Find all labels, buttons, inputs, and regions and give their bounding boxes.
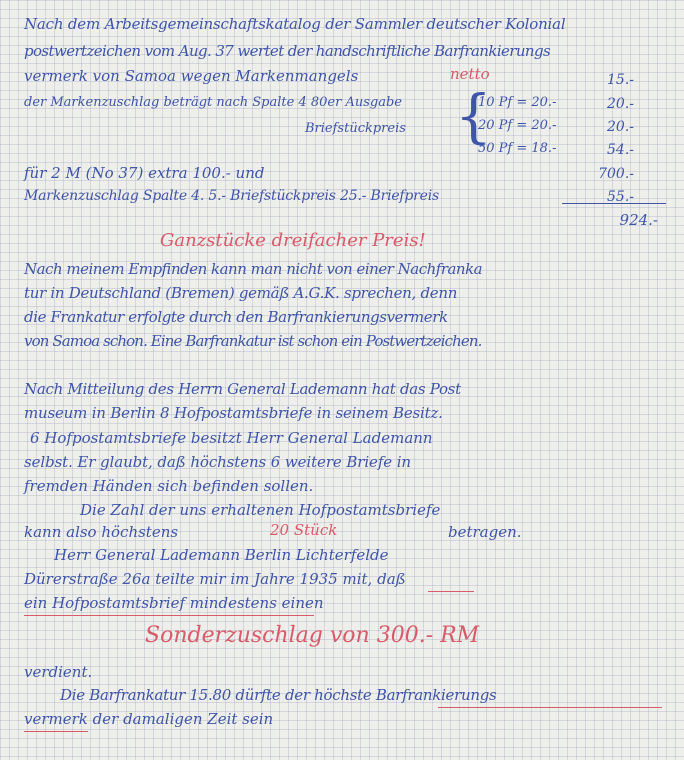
para2-line-4: selbst. Er glaubt, daß höchstens 6 weitere Briefe in [24,453,411,471]
para2-line-2: museum in Berlin 8 Hofpostamtsbriefe in seinem Besitz. [24,404,443,422]
sum-rule [562,203,666,204]
intro-line-3: vermerk von Samoa wegen Markenmangels [24,67,359,85]
para3-line-2a: kann also höchstens [24,523,179,541]
tariff-row-2: 20 Pf = 20.- [478,118,557,133]
tariff-row-1: 10 Pf = 20.- [478,95,557,110]
zuschlag-line: Markenzuschlag Spalte 4. 5.- Briefstückpreis 25.- Briefpreis [24,188,440,204]
year-underline [428,591,474,592]
amount-6: 55.- [607,189,634,205]
para4-line-1: Herr General Lademann Berlin Lichterfelde [54,546,389,564]
amount-2: 20.- [607,96,634,112]
para1-line-3: die Frankatur erfolgte durch den Barfrankierungsvermerk [24,308,448,326]
intro-line-1: Nach dem Arbeitsgemeinschaftskatalog der Sammler deutscher Kolonial [24,15,566,33]
closing-underline-1 [438,707,662,708]
para2-line-3: 6 Hofpostamtsbriefe besitzt Herr General Lademann [30,429,433,447]
briefstueck-label: Briefstückpreis [305,121,406,136]
para4-line-3: ein Hofpostamtsbrief mindestens einen [24,594,324,612]
tariff-lead: der Markenzuschlag beträgt nach Spalte 4 80er Ausgabe [24,95,402,110]
closing-line-1: verdient. [24,663,93,681]
tariff-row-3: 50 Pf = 18.- [478,141,557,156]
amount-3: 20.- [607,119,634,135]
para2-line-5: fremden Händen sich befinden sollen. [24,477,314,495]
amount-4: 54.- [607,142,634,158]
extra-line: für 2 M (No 37) extra 100.- und [24,164,265,182]
para4-underline [24,615,314,616]
para3-line-2b: betragen. [448,523,522,541]
para3-line-1: Die Zahl der uns erhaltenen Hofpostamtsbriefe [80,501,441,519]
para1-line-1: Nach meinem Empfinden kann man nicht von einer Nachfranka [24,260,483,278]
closing-line-2: Die Barfrankatur 15.80 dürfte der höchste Barfrankierungs [60,686,497,704]
surcharge-line: Sonderzuschlag von 300.- RM [145,623,480,648]
tariff-brace: { [455,82,492,150]
para2-line-1: Nach Mitteilung des Herrn General Lademann hat das Post [24,380,461,398]
para3-count-red: 20 Stück [270,521,338,539]
para1-line-2: tur in Deutschland (Bremen) gemäß A.G.K. sprechen, denn [24,284,458,302]
para1-line-4: von Samoa schon. Eine Barfrankatur ist schon ein Postwertzeichen. [24,332,482,350]
para4-line-2: Dürerstraße 26a teilte mir im Jahre 1935 mit, daß [24,570,406,588]
closing-line-3: vermerk der damaligen Zeit sein [24,710,274,728]
intro-note-netto: netto [450,65,490,83]
total-amount: 924.- [619,211,658,229]
amount-1: 15.- [607,72,634,88]
amount-5: 700.- [598,166,634,182]
closing-underline-2 [24,731,88,732]
intro-line-2: postwertzeichen vom Aug. 37 wertet der handschriftliche Barfrankierungs [24,42,551,60]
heading-ganzstuecke: Ganzstücke dreifacher Preis! [160,230,426,251]
